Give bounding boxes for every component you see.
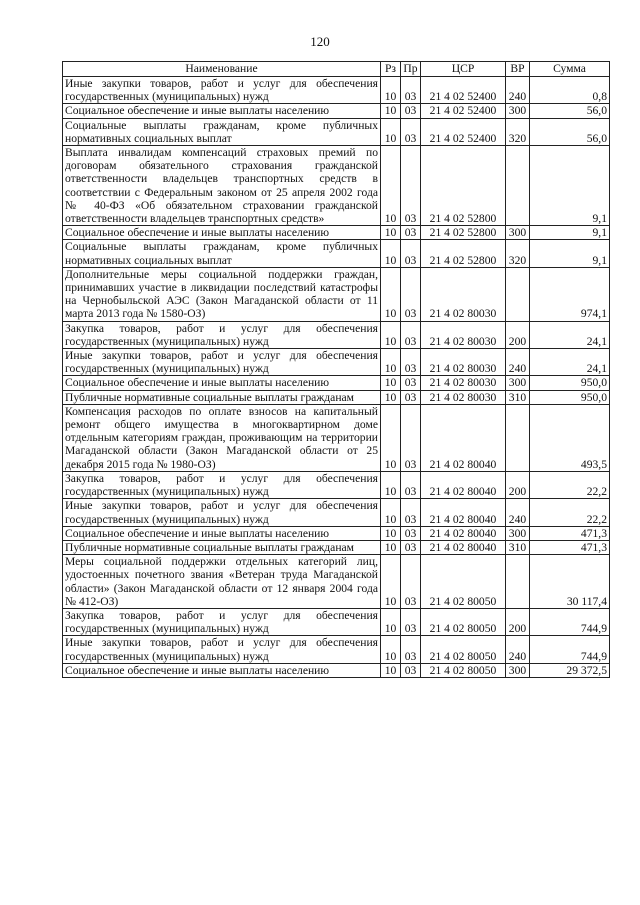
cell-vr: 310 (506, 540, 530, 554)
cell-sum: 24,1 (530, 321, 610, 348)
cell-rz: 10 (381, 471, 401, 498)
table-row (63, 226, 610, 240)
cell-vr: 310 (506, 390, 530, 404)
cell-name: Закупка товаров, работ и услуг для обеспечения государственных (муниципальных) нужд (63, 608, 381, 635)
cell-csr: 21 4 02 80030 (421, 349, 506, 376)
table-row (63, 499, 610, 526)
table-row (63, 77, 610, 104)
cell-csr: 21 4 02 52400 (421, 77, 506, 104)
cell-csr: 21 4 02 80030 (421, 321, 506, 348)
cell-name: Социальные выплаты гражданам, кроме публичных нормативных социальных выплат (63, 118, 381, 145)
cell-csr: 21 4 02 80040 (421, 540, 506, 554)
cell-name: Иные закупки товаров, работ и услуг для обеспечения государственных (муниципальных) нужд (63, 499, 381, 526)
cell-rz: 10 (381, 404, 401, 471)
page-number: 120 (310, 34, 330, 49)
cell-vr: 300 (506, 663, 530, 677)
cell-vr: 240 (506, 499, 530, 526)
header-rz: Рз (381, 62, 401, 77)
cell-csr: 21 4 02 80030 (421, 376, 506, 390)
cell-rz: 10 (381, 146, 401, 226)
table-row (63, 390, 610, 404)
cell-rz: 10 (381, 663, 401, 677)
table-row (63, 118, 610, 145)
cell-sum: 950,0 (530, 376, 610, 390)
cell-vr: 200 (506, 608, 530, 635)
cell-sum: 9,1 (530, 226, 610, 240)
cell-pr: 03 (401, 349, 421, 376)
cell-sum: 9,1 (530, 146, 610, 226)
cell-name: Иные закупки товаров, работ и услуг для обеспечения государственных (муниципальных) нужд (63, 77, 381, 104)
cell-csr: 21 4 02 80040 (421, 499, 506, 526)
cell-sum: 56,0 (530, 104, 610, 118)
cell-pr: 03 (401, 608, 421, 635)
header-pr: Пр (401, 62, 421, 77)
cell-rz: 10 (381, 104, 401, 118)
cell-name: Закупка товаров, работ и услуг для обеспечения государственных (муниципальных) нужд (63, 471, 381, 498)
cell-rz: 10 (381, 77, 401, 104)
cell-pr: 03 (401, 240, 421, 267)
cell-pr: 03 (401, 376, 421, 390)
header-csr: ЦСР (421, 62, 506, 77)
table-row (63, 404, 610, 471)
table-row (63, 349, 610, 376)
cell-pr: 03 (401, 526, 421, 540)
header-vr: ВР (506, 62, 530, 77)
cell-vr: 200 (506, 321, 530, 348)
cell-csr: 21 4 02 80050 (421, 555, 506, 609)
cell-rz: 10 (381, 240, 401, 267)
cell-csr: 21 4 02 80040 (421, 471, 506, 498)
cell-name: Компенсация расходов по оплате взносов на капитальный ремонт общего имущества в многоквартирном доме отдельным категориям граждан, проживающим на территории Магаданской области (Закон Магаданской области от 25 декабря 2015 года № 1980-ОЗ) (63, 404, 381, 471)
cell-name: Социальное обеспечение и иные выплаты населению (63, 104, 381, 118)
cell-pr: 03 (401, 390, 421, 404)
cell-pr: 03 (401, 499, 421, 526)
cell-sum: 9,1 (530, 240, 610, 267)
table-body (63, 77, 610, 678)
cell-csr: 21 4 02 80030 (421, 267, 506, 321)
table-row (63, 376, 610, 390)
cell-vr (506, 404, 530, 471)
cell-vr: 320 (506, 240, 530, 267)
cell-rz: 10 (381, 540, 401, 554)
cell-vr: 300 (506, 376, 530, 390)
cell-sum: 22,2 (530, 471, 610, 498)
cell-vr (506, 146, 530, 226)
cell-sum: 471,3 (530, 526, 610, 540)
cell-vr (506, 555, 530, 609)
cell-sum: 24,1 (530, 349, 610, 376)
cell-name: Социальное обеспечение и иные выплаты населению (63, 663, 381, 677)
cell-rz: 10 (381, 267, 401, 321)
cell-csr: 21 4 02 52400 (421, 104, 506, 118)
cell-name: Закупка товаров, работ и услуг для обеспечения государственных (муниципальных) нужд (63, 321, 381, 348)
cell-sum: 30 117,4 (530, 555, 610, 609)
cell-rz: 10 (381, 118, 401, 145)
cell-sum: 22,2 (530, 499, 610, 526)
cell-pr: 03 (401, 555, 421, 609)
cell-csr: 21 4 02 52800 (421, 226, 506, 240)
table-row (63, 526, 610, 540)
cell-name: Социальные выплаты гражданам, кроме публичных нормативных социальных выплат (63, 240, 381, 267)
cell-pr: 03 (401, 404, 421, 471)
cell-rz: 10 (381, 376, 401, 390)
cell-sum: 56,0 (530, 118, 610, 145)
table-row (63, 663, 610, 677)
cell-vr: 240 (506, 349, 530, 376)
cell-rz: 10 (381, 321, 401, 348)
cell-rz: 10 (381, 555, 401, 609)
cell-name: Меры социальной поддержки отдельных категорий лиц, удостоенных почетного звания «Ветеран труда Магаданской области» (Закон Магаданской области от 12 января 2004 года № 412-ОЗ) (63, 555, 381, 609)
cell-sum: 0,8 (530, 77, 610, 104)
table-row (63, 471, 610, 498)
table-row (63, 608, 610, 635)
cell-rz: 10 (381, 608, 401, 635)
cell-sum: 950,0 (530, 390, 610, 404)
cell-name: Социальное обеспечение и иные выплаты населению (63, 526, 381, 540)
cell-rz: 10 (381, 390, 401, 404)
cell-vr (506, 267, 530, 321)
table-row (63, 240, 610, 267)
cell-sum: 471,3 (530, 540, 610, 554)
cell-name: Социальное обеспечение и иные выплаты населению (63, 226, 381, 240)
cell-sum: 493,5 (530, 404, 610, 471)
cell-csr: 21 4 02 80030 (421, 390, 506, 404)
cell-vr: 300 (506, 104, 530, 118)
header-sum: Сумма (530, 62, 610, 77)
cell-csr: 21 4 02 80050 (421, 636, 506, 663)
cell-vr: 200 (506, 471, 530, 498)
cell-rz: 10 (381, 349, 401, 376)
cell-vr: 240 (506, 77, 530, 104)
table-header-row (63, 62, 610, 77)
cell-pr: 03 (401, 540, 421, 554)
header-name: Наименование (63, 62, 381, 77)
cell-sum: 744,9 (530, 608, 610, 635)
cell-sum: 974,1 (530, 267, 610, 321)
cell-name: Иные закупки товаров, работ и услуг для обеспечения государственных (муниципальных) нужд (63, 349, 381, 376)
cell-name: Иные закупки товаров, работ и услуг для обеспечения государственных (муниципальных) нужд (63, 636, 381, 663)
cell-csr: 21 4 02 80040 (421, 526, 506, 540)
cell-csr: 21 4 02 52800 (421, 146, 506, 226)
cell-pr: 03 (401, 471, 421, 498)
cell-rz: 10 (381, 226, 401, 240)
cell-pr: 03 (401, 146, 421, 226)
budget-table (62, 61, 610, 678)
table-row (63, 146, 610, 226)
cell-pr: 03 (401, 321, 421, 348)
cell-pr: 03 (401, 267, 421, 321)
cell-vr: 320 (506, 118, 530, 145)
cell-pr: 03 (401, 663, 421, 677)
cell-sum: 744,9 (530, 636, 610, 663)
cell-csr: 21 4 02 52400 (421, 118, 506, 145)
cell-pr: 03 (401, 636, 421, 663)
table-row (63, 540, 610, 554)
table-row (63, 267, 610, 321)
table-row (63, 104, 610, 118)
table-row (63, 321, 610, 348)
cell-pr: 03 (401, 77, 421, 104)
cell-rz: 10 (381, 636, 401, 663)
cell-pr: 03 (401, 226, 421, 240)
cell-pr: 03 (401, 118, 421, 145)
cell-rz: 10 (381, 526, 401, 540)
cell-name: Выплата инвалидам компенсаций страховых премий по договорам обязательного страхования гражданской ответственности владельцев транспортных средств в соответствии с Федеральным законом от 25 апреля 2002 года № 40-ФЗ «Об обязательном страховании гражданской ответственности владельцев транспортных средств» (63, 146, 381, 226)
cell-pr: 03 (401, 104, 421, 118)
table-row (63, 636, 610, 663)
cell-csr: 21 4 02 52800 (421, 240, 506, 267)
cell-csr: 21 4 02 80050 (421, 608, 506, 635)
cell-csr: 21 4 02 80040 (421, 404, 506, 471)
cell-sum: 29 372,5 (530, 663, 610, 677)
cell-vr: 300 (506, 526, 530, 540)
cell-name: Публичные нормативные социальные выплаты гражданам (63, 540, 381, 554)
cell-name: Социальное обеспечение и иные выплаты населению (63, 376, 381, 390)
cell-name: Публичные нормативные социальные выплаты гражданам (63, 390, 381, 404)
cell-name: Дополнительные меры социальной поддержки граждан, принимавших участие в ликвидации последствий катастрофы на Чернобыльской АЭС (Закон Магаданской области от 11 марта 2013 года № 1580-ОЗ) (63, 267, 381, 321)
cell-csr: 21 4 02 80050 (421, 663, 506, 677)
table-row (63, 555, 610, 609)
cell-rz: 10 (381, 499, 401, 526)
cell-vr: 300 (506, 226, 530, 240)
cell-vr: 240 (506, 636, 530, 663)
